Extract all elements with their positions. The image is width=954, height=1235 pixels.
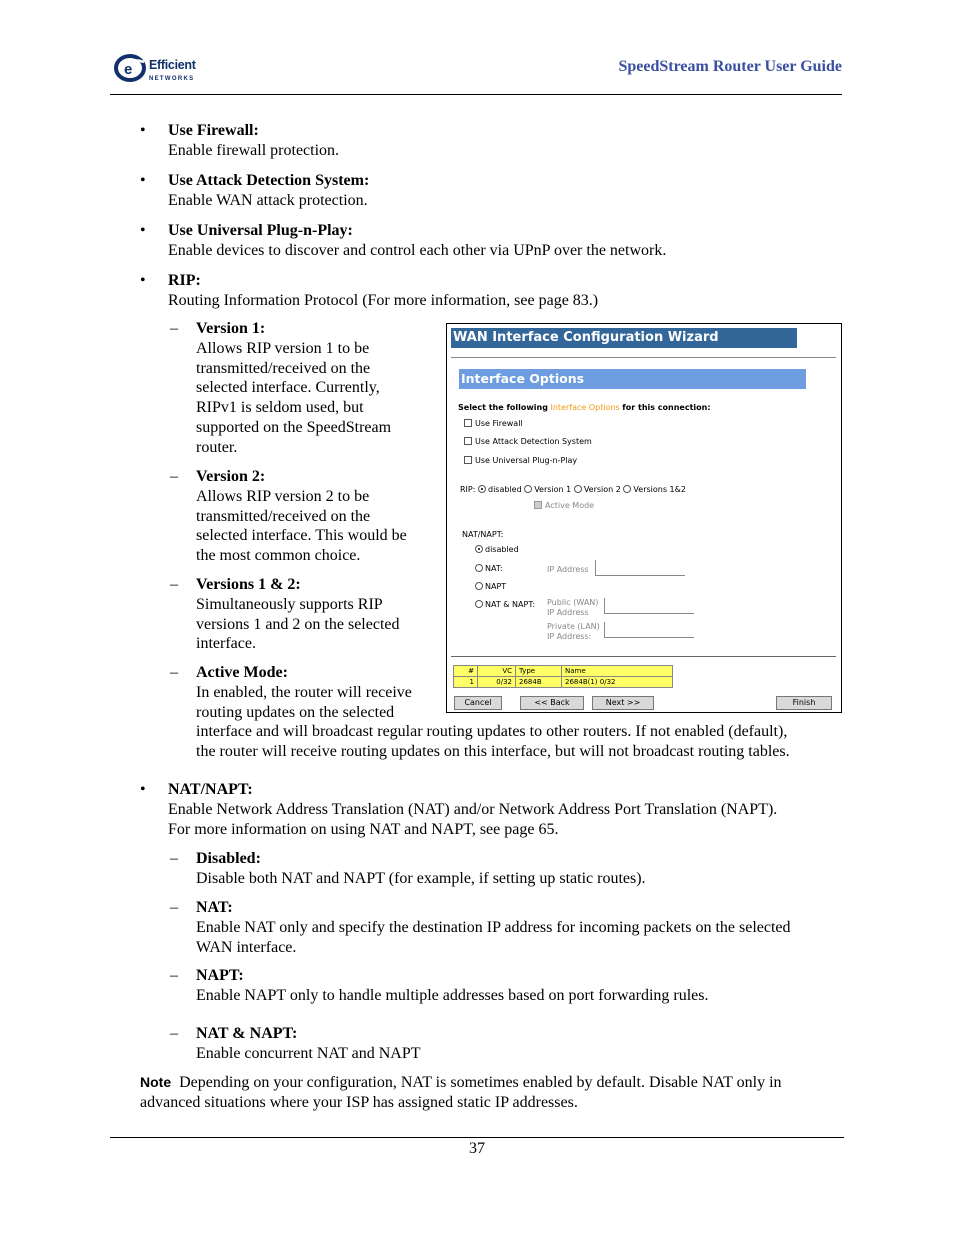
- dash-marker: –: [170, 664, 178, 681]
- checkbox-label: Use Attack Detection System: [475, 437, 592, 446]
- wizard-divider: [451, 357, 836, 358]
- nat-napt-label: NAT/NAPT:: [462, 530, 504, 539]
- dash-marker: –: [170, 1025, 178, 1042]
- bullet-title: NAT/NAPT:: [168, 781, 253, 798]
- nat-and-napt-item: [196, 1024, 421, 1064]
- footer-rule: [110, 1137, 844, 1138]
- radio-label: Version 1: [534, 485, 572, 494]
- next-button[interactable]: Next >>: [592, 696, 654, 710]
- nat-radio[interactable]: [475, 564, 483, 572]
- nat-ip-label: IP Address: [547, 565, 589, 574]
- table-cell: 0/32: [478, 677, 516, 688]
- bullet-attack-detection: [168, 171, 369, 211]
- private-ip-field[interactable]: [604, 622, 694, 638]
- prompt-text: Select the following: [458, 403, 548, 412]
- item-line: WAN interface.: [196, 938, 297, 956]
- bullet-dot: •: [140, 272, 146, 289]
- page-number: 37: [469, 1140, 485, 1157]
- use-attack-detection-option[interactable]: [464, 437, 592, 447]
- table-cell: 2684B(1) 0/32: [562, 677, 673, 688]
- item-title: Disabled:: [196, 850, 261, 867]
- bullet-desc: Enable devices to discover and control each other via UPnP over the network.: [168, 241, 667, 259]
- back-button[interactable]: << Back: [520, 696, 584, 710]
- item-line: transmitted/received on the: [196, 359, 371, 377]
- item-line: Enable NAT only and specify the destination IP address for incoming packets on the selected: [196, 918, 791, 936]
- bullet-dot: •: [140, 222, 146, 239]
- item-line: versions 1 and 2 on the selected: [196, 615, 400, 633]
- private-lan-label: Private (LAN): [547, 622, 600, 631]
- note-label: Note: [140, 1074, 172, 1090]
- bullet-firewall: [168, 121, 339, 161]
- bullet-desc: Enable firewall protection.: [168, 141, 340, 159]
- upnp-checkbox[interactable]: [464, 456, 472, 464]
- item-line: selected interface. This would be: [196, 527, 407, 545]
- wizard-prompt: [458, 403, 711, 413]
- wan-wizard-screenshot: [446, 323, 842, 713]
- checkbox-label: Use Firewall: [475, 419, 523, 428]
- bullet-dot: •: [140, 781, 146, 798]
- note-line: advanced situations where your ISP has assigned static IP addresses.: [140, 1093, 578, 1111]
- table-header: #: [454, 666, 478, 677]
- table-header-row: [454, 666, 673, 677]
- nat-option[interactable]: [475, 564, 503, 574]
- item-desc: Enable concurrent NAT and NAPT: [196, 1044, 421, 1062]
- bullet-nat-napt: [168, 780, 777, 839]
- dash-marker: –: [170, 576, 178, 593]
- dash-marker: –: [170, 967, 178, 984]
- header-rule: [110, 94, 842, 95]
- item-line: interface.: [196, 635, 256, 653]
- nat-disabled-item: [196, 849, 646, 889]
- logo-wordmark: Efficient: [149, 58, 196, 72]
- bullet-dot: •: [140, 172, 146, 189]
- item-line: Allows RIP version 1 to be: [196, 339, 370, 357]
- item-desc: Enable NAPT only to handle multiple addresses based on port forwarding rules.: [196, 986, 709, 1004]
- bullet-upnp: [168, 221, 666, 261]
- wizard-title: WAN Interface Configuration Wizard: [451, 328, 797, 348]
- nat-disabled-radio[interactable]: [475, 545, 483, 553]
- note-block: [140, 1073, 782, 1113]
- bullet-title: RIP:: [168, 272, 201, 289]
- firewall-checkbox[interactable]: [464, 419, 472, 427]
- radio-label: NAT & NAPT:: [485, 600, 536, 609]
- radio-label: Version 2: [583, 485, 621, 494]
- public-ip-field[interactable]: [604, 598, 694, 614]
- cancel-button[interactable]: Cancel: [454, 696, 502, 710]
- item-line: Allows RIP version 2 to be: [196, 487, 370, 505]
- item-line: the most common choice.: [196, 547, 361, 565]
- napt-radio[interactable]: [475, 582, 483, 590]
- table-cell: 1: [454, 677, 478, 688]
- napt-option[interactable]: [475, 582, 506, 592]
- rip-options-row: [460, 485, 686, 495]
- svg-text:e: e: [124, 61, 133, 78]
- rip-disabled-radio[interactable]: [478, 485, 486, 493]
- rip-versions-1-2: [196, 575, 400, 654]
- item-line: the router will receive routing updates on this interface, but will not broadcast routing tables.: [196, 743, 790, 761]
- item-line: RIPv1 is seldom used, but: [196, 399, 364, 417]
- item-line: routing updates on the selected: [196, 703, 395, 721]
- bullet-desc: Enable WAN attack protection.: [168, 191, 368, 209]
- bullet-line: Enable Network Address Translation (NAT) and/or Network Address Port Translation (NAPT).: [168, 800, 778, 818]
- item-line: transmitted/received on the: [196, 507, 371, 525]
- nat-only-item: [196, 898, 791, 957]
- item-line: interface and will broadcast regular routing updates to other routers. If not enabled (default),: [196, 723, 788, 741]
- efficient-networks-logo: [114, 53, 214, 83]
- item-line: selected interface. Currently,: [196, 379, 380, 397]
- item-title: NAT & NAPT:: [196, 1025, 298, 1042]
- bullet-title: Use Universal Plug-n-Play:: [168, 222, 353, 239]
- radio-label: Versions 1&2: [633, 485, 686, 494]
- bullet-dot: •: [140, 122, 146, 139]
- item-title: Versions 1 & 2:: [196, 576, 301, 593]
- logo-swirl-icon: [114, 53, 148, 83]
- table-cell: 2684B: [516, 677, 562, 688]
- attack-detection-checkbox[interactable]: [464, 437, 472, 445]
- active-mode-option: [534, 501, 594, 511]
- item-line: supported on the SpeedStream: [196, 418, 392, 436]
- interface-options-header: Interface Options: [459, 369, 806, 389]
- vc-table: [453, 665, 673, 688]
- table-header: VC: [478, 666, 516, 677]
- public-wan-label: Public (WAN): [547, 598, 599, 607]
- rip-version-1: [196, 319, 391, 458]
- use-firewall-option[interactable]: [464, 419, 523, 429]
- nat-napt-radio[interactable]: [475, 600, 483, 608]
- table-row[interactable]: [454, 677, 673, 688]
- nat-ip-field[interactable]: [595, 560, 685, 576]
- nat-napt-option[interactable]: [475, 600, 535, 610]
- bullet-title: Use Firewall:: [168, 122, 259, 139]
- item-desc: Disable both NAT and NAPT (for example, if setting up static routes).: [196, 869, 646, 887]
- rip-versions12-radio[interactable]: [623, 485, 631, 493]
- nat-disabled-option[interactable]: [475, 545, 519, 555]
- prompt-highlight: Interface Options: [550, 403, 620, 412]
- radio-label: disabled: [487, 485, 522, 494]
- rip-label: RIP:: [460, 485, 476, 494]
- radio-label: NAPT: [485, 582, 507, 591]
- dash-marker: –: [170, 320, 178, 337]
- item-title: NAPT:: [196, 967, 244, 984]
- use-upnp-option[interactable]: [464, 456, 577, 466]
- active-mode-checkbox: [534, 501, 542, 509]
- checkbox-label: Active Mode: [545, 501, 595, 510]
- item-line: In enabled, the router will receive: [196, 683, 412, 701]
- item-title: Version 2:: [196, 468, 266, 485]
- dash-marker: –: [170, 850, 178, 867]
- dash-marker: –: [170, 899, 178, 916]
- logo-subtitle: NETWORKS: [149, 76, 195, 82]
- dash-marker: –: [170, 468, 178, 485]
- item-title: Version 1:: [196, 320, 266, 337]
- item-title: Active Mode:: [196, 664, 288, 681]
- radio-label: disabled: [485, 545, 519, 554]
- napt-only-item: [196, 966, 708, 1006]
- rip-version1-radio[interactable]: [524, 485, 532, 493]
- table-header: Type: [516, 666, 562, 677]
- private-ip-label: IP Address:: [547, 632, 592, 641]
- checkbox-label: Use Universal Plug-n-Play: [475, 456, 578, 465]
- item-line: router.: [196, 438, 238, 456]
- bullet-line: For more information on using NAT and NAPT, see page 65.: [168, 820, 559, 838]
- document-title: SpeedStream Router User Guide: [618, 58, 842, 75]
- prompt-text: for this connection:: [622, 403, 711, 412]
- bullet-rip: [168, 271, 598, 311]
- item-line: Simultaneously supports RIP: [196, 595, 383, 613]
- note-line: Depending on your configuration, NAT is sometimes enabled by default. Disable NAT only in: [179, 1074, 782, 1091]
- item-title: NAT:: [196, 899, 233, 916]
- wizard-divider: [451, 656, 836, 657]
- finish-button[interactable]: Finish: [776, 696, 832, 710]
- rip-version2-radio[interactable]: [574, 485, 582, 493]
- public-ip-label: IP Address: [547, 608, 589, 617]
- table-header: Name: [562, 666, 673, 677]
- rip-version-2: [196, 467, 407, 566]
- bullet-desc: Routing Information Protocol (For more information, see page 83.): [168, 291, 599, 309]
- radio-label: NAT:: [485, 564, 503, 573]
- bullet-title: Use Attack Detection System:: [168, 172, 370, 189]
